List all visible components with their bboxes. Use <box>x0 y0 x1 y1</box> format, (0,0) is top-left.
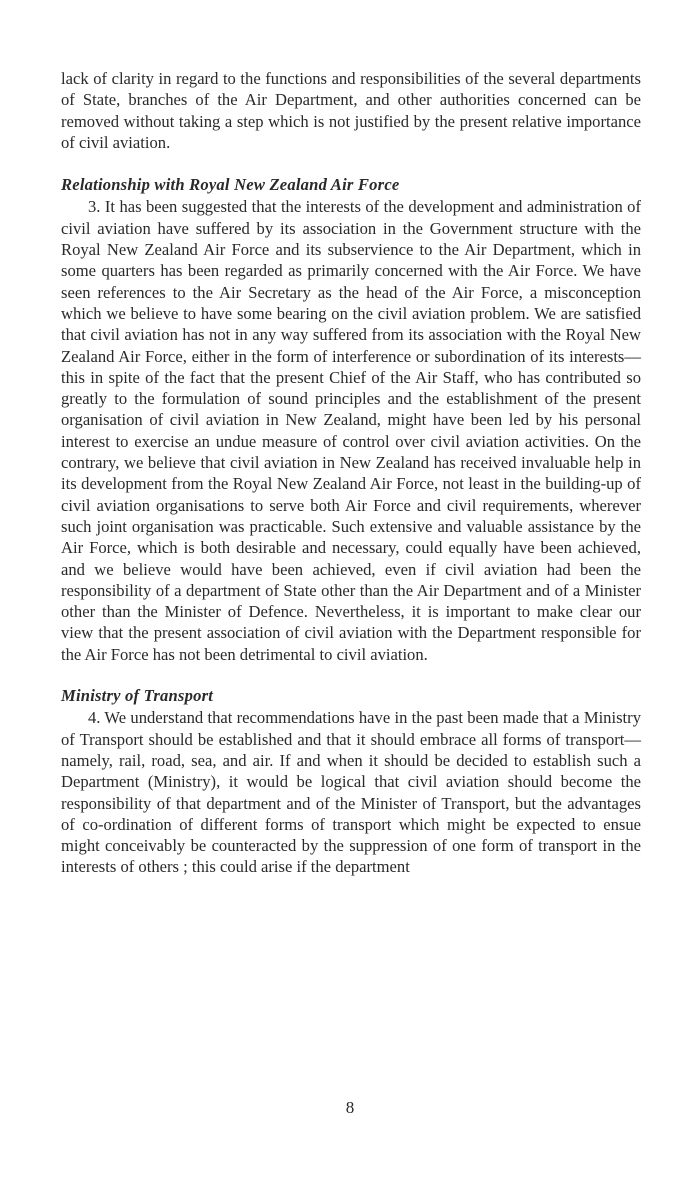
section-heading-air-force-relationship: Relationship with Royal New Zealand Air Force <box>61 175 400 195</box>
section-heading-ministry-of-transport: Ministry of Transport <box>61 686 214 706</box>
intro-paragraph: lack of clarity in regard to the functions and responsibilities of the several departments of State, branches of the Air Department, and other authorities concerned can be removed without taking a step which is not justified by the present relative importance of civil aviation. <box>61 69 641 152</box>
paragraph-3: 3. It has been suggested that the interests of the development and administration of civil aviation have suffered by its association in the Government structure with the Royal New Zealand Air Force and its subservience to the Air Department, which in some quarters has been regarded as primarily concerned with the Air Force. We have seen references to the Air Secretary as the head of the Air Force, a misconception which we believe to have some bearing on the civil aviation problem. We are satisfied that civil aviation has not in any way suffered from its association with the Royal New Zealand Air Force, either in the form of interference or subordination of its interests—this in spite of the fact that the present Chief of the Air Staff, who has contributed so greatly to the formulation of sound principles and the establishment of the present organisation of civil aviation in New Zealand, might have been led by his personal interest to exercise an undue measure of control over civil aviation activities. On the contrary, we believe that civil aviation in New Zealand has received invaluable help in its development from the Royal New Zealand Air Force, not least in the building-up of civil aviation organisations to serve both Air Force and civil requirements, wherever such joint organisation was practicable. Such extensive and valuable assistance by the Air Force, which is both desirable and necessary, could equally have been achieved, and we believe would have been achieved, even if civil aviation had been the responsibility of a department of State other than the Air Department and of a Minister other than the Minister of Defence. Nevertheless, it is important to make clear our view that the present association of civil aviation with the Department responsible for the Air Force has not been detrimental to civil aviation. <box>61 197 641 664</box>
document-page <box>61 68 641 878</box>
page-number: 8 <box>345 1098 355 1117</box>
paragraph-4: 4. We understand that recommendations have in the past been made that a Ministry of Transport should be established and that it should embrace all forms of transport—namely, rail, road, sea, and air. If and when it should be decided to establish such a Department (Ministry), it would be logical that civil aviation should become the responsibility of that department and of the Minister of Transport, but the advantages of co-ordination of different forms of transport which might be expected to ensue might conceivably be counteracted by the suppression of one form of transport in the interests of others ; this could arise if the department <box>61 708 641 877</box>
